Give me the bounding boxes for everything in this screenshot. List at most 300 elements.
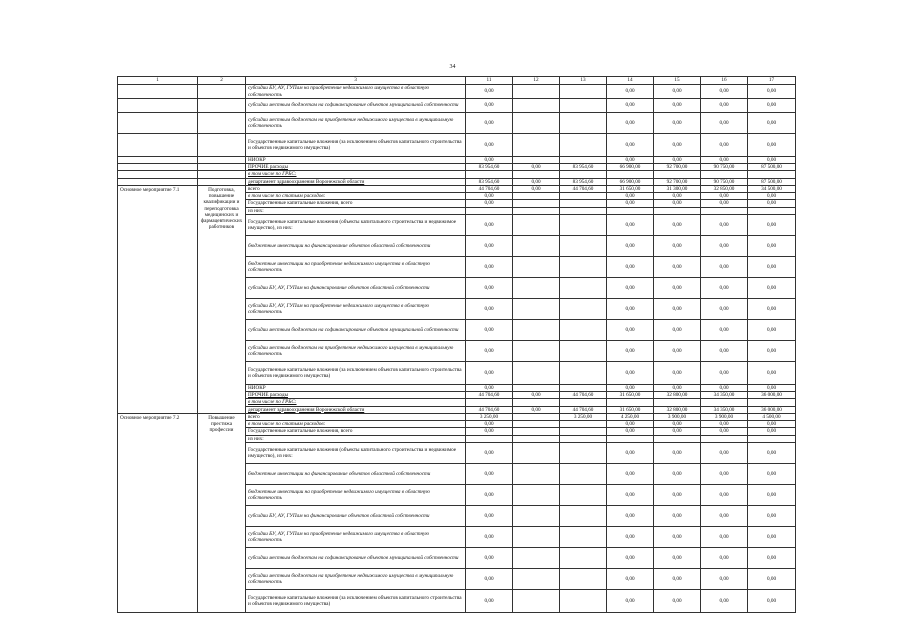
empty-cell: [118, 164, 198, 171]
value-cell: 34 350,00: [701, 406, 748, 413]
value-cell: 0,00: [748, 340, 796, 361]
value-cell: 0,00: [748, 505, 796, 526]
value-cell: [513, 442, 560, 463]
value-cell: 31 300,00: [654, 185, 701, 192]
value-cell: 0,00: [748, 547, 796, 568]
row-description: субсидии местным бюджетам на приобретение недвижимого имущества в муниципальную собственность: [246, 340, 466, 361]
section-label: Основное мероприятие 7.1: [118, 185, 198, 413]
empty-cell: [118, 171, 198, 178]
value-cell: 0,00: [654, 214, 701, 235]
value-cell: [513, 526, 560, 547]
empty-cell: [118, 157, 198, 164]
header-cell: 2: [198, 77, 246, 85]
value-cell: 0,00: [607, 256, 654, 277]
value-cell: 0,00: [607, 484, 654, 505]
value-cell: 0,00: [748, 428, 796, 435]
value-cell: 0,00: [607, 214, 654, 235]
value-cell: 0,00: [654, 384, 701, 391]
value-cell: [513, 413, 560, 420]
value-cell: 0,00: [654, 113, 701, 134]
value-cell: 0,00: [607, 235, 654, 256]
value-cell: 0,00: [513, 185, 560, 192]
value-cell: [607, 435, 654, 442]
value-cell: 0,00: [701, 256, 748, 277]
value-cell: 0,00: [748, 200, 796, 207]
value-cell: 32 850,00: [701, 185, 748, 192]
value-cell: 0,00: [654, 85, 701, 99]
value-cell: 36 000,00: [748, 392, 796, 399]
value-cell: 0,00: [701, 214, 748, 235]
value-cell: 3 900,00: [654, 413, 701, 420]
value-cell: 31 650,00: [607, 185, 654, 192]
row-description: департамент здравоохранения Воронежской области: [246, 406, 466, 413]
value-cell: 0,00: [701, 340, 748, 361]
table-row: [118, 413, 796, 420]
table-row: [118, 113, 796, 134]
value-cell: 31 650,00: [607, 406, 654, 413]
value-cell: 0,00: [607, 589, 654, 612]
value-cell: [748, 207, 796, 214]
value-cell: [560, 526, 607, 547]
value-cell: 0,00: [654, 235, 701, 256]
row-description: бюджетные инвестиции на приобретение недвижимого имущества в областную собственность: [246, 484, 466, 505]
value-cell: 0,00: [607, 193, 654, 200]
value-cell: 0,00: [466, 157, 513, 164]
value-cell: 0,00: [607, 547, 654, 568]
value-cell: 0,00: [701, 428, 748, 435]
value-cell: [513, 85, 560, 99]
value-cell: [560, 361, 607, 384]
value-cell: [560, 157, 607, 164]
value-cell: [560, 421, 607, 428]
row-description: Государственные капитальные вложения (за исключением объектов капитального строительства и объектов недвижимого имущества): [246, 589, 466, 612]
value-cell: [513, 428, 560, 435]
value-cell: [513, 214, 560, 235]
table-row: [118, 134, 796, 157]
header-cell: 1: [118, 77, 198, 85]
row-description: субсидии местным бюджетам на софинансирование объектов муниципальной собственности: [246, 547, 466, 568]
value-cell: 0,00: [466, 428, 513, 435]
value-cell: 0,00: [701, 193, 748, 200]
value-cell: [513, 505, 560, 526]
value-cell: [560, 200, 607, 207]
row-description: в том числе по ГРБС:: [246, 171, 466, 178]
value-cell: 87 500,00: [748, 164, 796, 171]
value-cell: [513, 113, 560, 134]
value-cell: 0,00: [607, 340, 654, 361]
value-cell: 83 954,60: [466, 178, 513, 185]
value-cell: 0,00: [466, 505, 513, 526]
value-cell: 44 704,60: [466, 392, 513, 399]
value-cell: [560, 319, 607, 340]
row-description: субсидии местным бюджетам на приобретение недвижимого имущества в муниципальную собственность: [246, 568, 466, 589]
row-description: из них:: [246, 207, 466, 214]
value-cell: 0,00: [466, 319, 513, 340]
value-cell: [513, 384, 560, 391]
empty-cell: [198, 178, 246, 185]
value-cell: 0,00: [466, 85, 513, 99]
empty-cell: [198, 157, 246, 164]
value-cell: [513, 256, 560, 277]
value-cell: 0,00: [654, 277, 701, 298]
value-cell: [560, 484, 607, 505]
value-cell: 0,00: [654, 463, 701, 484]
value-cell: [560, 463, 607, 484]
value-cell: 0,00: [748, 85, 796, 99]
value-cell: 0,00: [701, 85, 748, 99]
value-cell: 36 000,00: [748, 406, 796, 413]
value-cell: [513, 171, 560, 178]
value-cell: [513, 340, 560, 361]
value-cell: 0,00: [466, 589, 513, 612]
value-cell: 0,00: [607, 442, 654, 463]
value-cell: 0,00: [748, 277, 796, 298]
header-row: [118, 77, 796, 85]
value-cell: 34 500,00: [748, 185, 796, 192]
value-cell: 0,00: [607, 428, 654, 435]
budget-table: [117, 76, 796, 613]
empty-cell: [118, 113, 198, 134]
value-cell: 0,00: [701, 235, 748, 256]
value-cell: [466, 435, 513, 442]
value-cell: [560, 442, 607, 463]
value-cell: 0,00: [607, 157, 654, 164]
value-cell: 0,00: [748, 319, 796, 340]
value-cell: [701, 171, 748, 178]
value-cell: 34 350,00: [701, 392, 748, 399]
value-cell: 0,00: [654, 99, 701, 113]
value-cell: [654, 207, 701, 214]
table-row: [118, 171, 796, 178]
header-cell: 3: [246, 77, 466, 85]
value-cell: [513, 589, 560, 612]
empty-cell: [198, 113, 246, 134]
value-cell: [513, 361, 560, 384]
value-cell: 0,00: [607, 568, 654, 589]
value-cell: 0,00: [748, 298, 796, 319]
row-description: субсидии местным бюджетам на софинансирование объектов муниципальной собственности: [246, 319, 466, 340]
value-cell: [560, 214, 607, 235]
value-cell: 0,00: [466, 256, 513, 277]
row-description: субсидии БУ, АУ, ГУПам на приобретение недвижимого имущества в областную собственность: [246, 298, 466, 319]
value-cell: [560, 256, 607, 277]
header-cell: 17: [748, 77, 796, 85]
value-cell: 0,00: [701, 568, 748, 589]
value-cell: [466, 207, 513, 214]
table-row: [118, 85, 796, 99]
value-cell: 0,00: [654, 319, 701, 340]
value-cell: [654, 399, 701, 406]
value-cell: 0,00: [466, 442, 513, 463]
value-cell: 0,00: [654, 200, 701, 207]
value-cell: 0,00: [513, 178, 560, 185]
row-description: Государственные капитальные вложения, всего: [246, 200, 466, 207]
value-cell: 0,00: [607, 505, 654, 526]
value-cell: [607, 207, 654, 214]
value-cell: [560, 428, 607, 435]
value-cell: 83 954,60: [560, 178, 607, 185]
value-cell: [560, 113, 607, 134]
value-cell: 0,00: [466, 340, 513, 361]
value-cell: 0,00: [748, 463, 796, 484]
row-description: всего: [246, 185, 466, 192]
header-cell: 14: [607, 77, 654, 85]
value-cell: 0,00: [607, 319, 654, 340]
row-description: субсидии местным бюджетам на приобретение недвижимого имущества в муниципальную собственность: [246, 113, 466, 134]
value-cell: [560, 547, 607, 568]
value-cell: [513, 99, 560, 113]
value-cell: [560, 298, 607, 319]
value-cell: 0,00: [654, 340, 701, 361]
value-cell: [513, 421, 560, 428]
value-cell: 0,00: [701, 384, 748, 391]
value-cell: [654, 435, 701, 442]
value-cell: [513, 547, 560, 568]
value-cell: 0,00: [748, 99, 796, 113]
value-cell: [701, 207, 748, 214]
value-cell: [748, 399, 796, 406]
value-cell: 0,00: [607, 277, 654, 298]
value-cell: 83 954,60: [466, 164, 513, 171]
row-description: НИОКР: [246, 157, 466, 164]
row-description: субсидии БУ, АУ, ГУПам на финансирование объектов областной собственности: [246, 277, 466, 298]
row-description: Государственные капитальные вложения (объекты капитального строительства и недвижимое имущество), из них:: [246, 442, 466, 463]
value-cell: [513, 200, 560, 207]
value-cell: 0,00: [466, 361, 513, 384]
value-cell: [560, 505, 607, 526]
value-cell: 0,00: [513, 392, 560, 399]
value-cell: 90 750,00: [701, 164, 748, 171]
value-cell: [560, 589, 607, 612]
value-cell: [513, 463, 560, 484]
value-cell: 0,00: [748, 384, 796, 391]
value-cell: 0,00: [466, 235, 513, 256]
row-description: департамент здравоохранения Воронежской области: [246, 178, 466, 185]
value-cell: 0,00: [701, 277, 748, 298]
value-cell: [513, 277, 560, 298]
measure-name: Подготовка, повышение квалификации и переподготовка медицинских и фармацевтических работников: [198, 185, 246, 413]
value-cell: 32 800,00: [654, 406, 701, 413]
value-cell: 0,00: [748, 157, 796, 164]
value-cell: 0,00: [466, 526, 513, 547]
value-cell: [560, 85, 607, 99]
value-cell: 0,00: [701, 463, 748, 484]
value-cell: 0,00: [748, 484, 796, 505]
row-description: бюджетные инвестиции на финансирование объектов областной собственности: [246, 463, 466, 484]
value-cell: [513, 484, 560, 505]
measure-name: Повышение престижа профессии: [198, 413, 246, 612]
value-cell: 0,00: [607, 463, 654, 484]
value-cell: 44 704,60: [466, 406, 513, 413]
value-cell: 0,00: [466, 568, 513, 589]
value-cell: 0,00: [607, 134, 654, 157]
value-cell: [513, 568, 560, 589]
value-cell: [560, 384, 607, 391]
value-cell: [560, 171, 607, 178]
header-cell: 13: [560, 77, 607, 85]
value-cell: 0,00: [654, 421, 701, 428]
value-cell: [513, 235, 560, 256]
row-description: ПРОЧИЕ расходы: [246, 164, 466, 171]
row-description: ПРОЧИЕ расходы: [246, 392, 466, 399]
value-cell: 0,00: [466, 298, 513, 319]
value-cell: 0,00: [748, 256, 796, 277]
table-body: [118, 77, 796, 613]
value-cell: 0,00: [607, 421, 654, 428]
value-cell: [748, 435, 796, 442]
value-cell: 0,00: [607, 99, 654, 113]
value-cell: [701, 435, 748, 442]
value-cell: 0,00: [701, 361, 748, 384]
row-description: всего: [246, 413, 466, 420]
value-cell: 44 704,60: [560, 185, 607, 192]
value-cell: [607, 399, 654, 406]
value-cell: [560, 568, 607, 589]
empty-cell: [198, 171, 246, 178]
value-cell: 0,00: [607, 361, 654, 384]
value-cell: [513, 134, 560, 157]
value-cell: [560, 99, 607, 113]
value-cell: 0,00: [466, 384, 513, 391]
value-cell: 0,00: [654, 134, 701, 157]
table-row: [118, 185, 796, 192]
header-cell: 16: [701, 77, 748, 85]
table-row: [118, 99, 796, 113]
value-cell: 66 900,00: [607, 178, 654, 185]
value-cell: 3 900,00: [701, 413, 748, 420]
value-cell: 0,00: [701, 200, 748, 207]
value-cell: 0,00: [748, 214, 796, 235]
value-cell: 0,00: [607, 384, 654, 391]
value-cell: [560, 207, 607, 214]
row-description: Государственные капитальные вложения (объекты капитального строительства и недвижимое имущество), из них:: [246, 214, 466, 235]
value-cell: 0,00: [654, 442, 701, 463]
value-cell: 0,00: [748, 589, 796, 612]
value-cell: 0,00: [654, 298, 701, 319]
value-cell: 0,00: [466, 193, 513, 200]
value-cell: [513, 157, 560, 164]
row-description: Государственные капитальные вложения (за исключением объектов капитального строительства и объектов недвижимого имущества): [246, 134, 466, 157]
value-cell: 0,00: [701, 113, 748, 134]
value-cell: 4 250,00: [607, 413, 654, 420]
value-cell: [466, 171, 513, 178]
value-cell: 92 700,00: [654, 164, 701, 171]
value-cell: 0,00: [701, 442, 748, 463]
value-cell: 4 500,00: [748, 413, 796, 420]
value-cell: 0,00: [654, 505, 701, 526]
header-cell: 11: [466, 77, 513, 85]
value-cell: 0,00: [466, 134, 513, 157]
value-cell: 0,00: [607, 200, 654, 207]
value-cell: 0,00: [748, 421, 796, 428]
row-description: Государственные капитальные вложения, всего: [246, 428, 466, 435]
row-description: субсидии БУ, АУ, ГУПам на приобретение недвижимого имущества в областную собственность: [246, 526, 466, 547]
value-cell: [560, 435, 607, 442]
row-description: субсидии БУ, АУ, ГУПам на приобретение недвижимого имущества в областную собственность: [246, 85, 466, 99]
value-cell: 0,00: [701, 484, 748, 505]
value-cell: 31 650,00: [607, 392, 654, 399]
value-cell: [560, 235, 607, 256]
value-cell: [513, 298, 560, 319]
value-cell: 0,00: [748, 113, 796, 134]
value-cell: 0,00: [748, 442, 796, 463]
value-cell: [748, 171, 796, 178]
value-cell: 87 500,00: [748, 178, 796, 185]
value-cell: 0,00: [513, 406, 560, 413]
value-cell: 0,00: [654, 361, 701, 384]
value-cell: 44 704,60: [560, 392, 607, 399]
table-row: [118, 157, 796, 164]
value-cell: [560, 340, 607, 361]
value-cell: 0,00: [654, 256, 701, 277]
table-row: [118, 178, 796, 185]
value-cell: 0,00: [466, 277, 513, 298]
value-cell: 0,00: [654, 193, 701, 200]
page-number: 34: [449, 64, 456, 70]
row-description: из них:: [246, 435, 466, 442]
row-description: в том числе по ГРБС:: [246, 399, 466, 406]
value-cell: 0,00: [607, 526, 654, 547]
header-cell: 15: [654, 77, 701, 85]
row-description: НИОКР: [246, 384, 466, 391]
row-description: Государственные капитальные вложения (за исключением объектов капитального строительства и объектов недвижимого имущества): [246, 361, 466, 384]
value-cell: 0,00: [701, 421, 748, 428]
value-cell: 0,00: [654, 484, 701, 505]
value-cell: [560, 277, 607, 298]
value-cell: 3 250,00: [466, 413, 513, 420]
value-cell: 0,00: [701, 589, 748, 612]
value-cell: 0,00: [466, 484, 513, 505]
value-cell: 44 704,60: [560, 406, 607, 413]
value-cell: 0,00: [748, 235, 796, 256]
value-cell: 83 954,60: [560, 164, 607, 171]
value-cell: 0,00: [466, 99, 513, 113]
value-cell: 0,00: [701, 99, 748, 113]
value-cell: 92 700,00: [654, 178, 701, 185]
empty-cell: [118, 134, 198, 157]
value-cell: 32 800,00: [654, 392, 701, 399]
value-cell: [513, 435, 560, 442]
empty-cell: [118, 85, 198, 99]
value-cell: 0,00: [466, 200, 513, 207]
value-cell: 0,00: [607, 113, 654, 134]
value-cell: 0,00: [701, 298, 748, 319]
value-cell: [607, 171, 654, 178]
value-cell: [513, 399, 560, 406]
value-cell: 0,00: [701, 505, 748, 526]
value-cell: 0,00: [654, 589, 701, 612]
value-cell: 0,00: [466, 113, 513, 134]
value-cell: [513, 319, 560, 340]
value-cell: 3 250,00: [560, 413, 607, 420]
value-cell: [654, 171, 701, 178]
value-cell: 0,00: [466, 421, 513, 428]
row-description: в том числе по статьям расходов:: [246, 421, 466, 428]
value-cell: 0,00: [607, 298, 654, 319]
empty-cell: [198, 85, 246, 99]
section-label: Основное мероприятие 7.2: [118, 413, 198, 612]
value-cell: 44 704,60: [466, 185, 513, 192]
value-cell: 0,00: [748, 193, 796, 200]
value-cell: 0,00: [654, 568, 701, 589]
row-description: бюджетные инвестиции на финансирование объектов областной собственности: [246, 235, 466, 256]
value-cell: 0,00: [513, 164, 560, 171]
value-cell: 90 750,00: [701, 178, 748, 185]
empty-cell: [118, 99, 198, 113]
value-cell: 0,00: [654, 428, 701, 435]
value-cell: 0,00: [748, 568, 796, 589]
value-cell: 0,00: [701, 319, 748, 340]
